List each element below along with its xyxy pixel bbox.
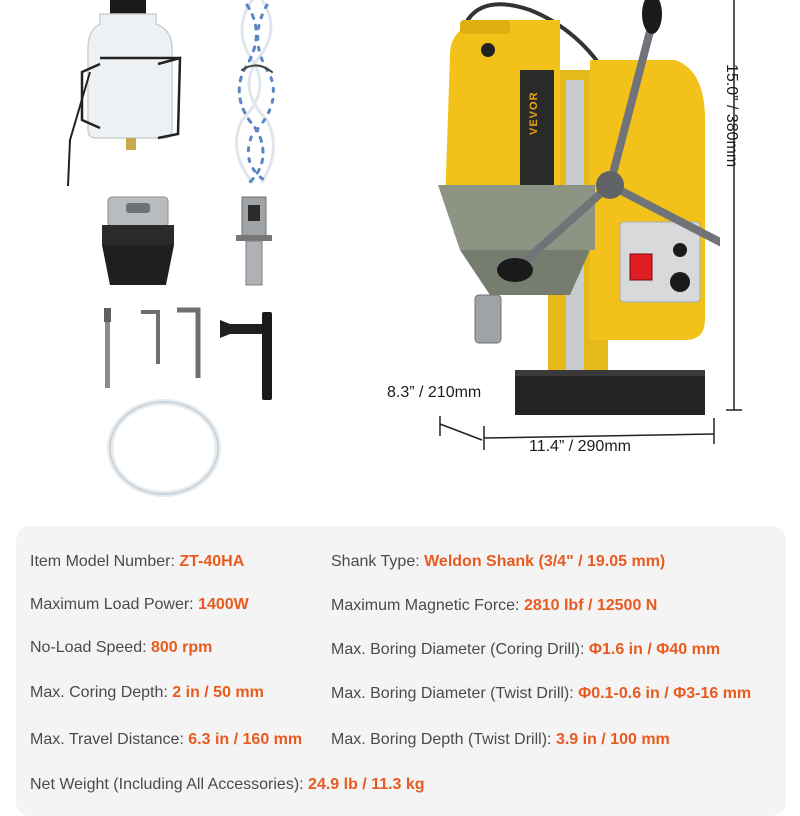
spec-coring-depth: Max. Coring Depth: 2 in / 50 mm: [30, 684, 264, 701]
spec-magnetic-force: Maximum Magnetic Force: 2810 lbf / 12500 N: [331, 597, 658, 614]
depth-dimension-label: 8.3” / 210mm: [387, 384, 482, 401]
spec-power: Maximum Load Power: 1400W: [30, 596, 249, 613]
spec-model: Item Model Number: ZT-40HA: [30, 553, 245, 570]
chuck-key-icon: [218, 310, 278, 402]
spec-net-weight: Net Weight (Including All Accessories): 24.9 lb / 11.3 kg: [30, 776, 425, 793]
spec-boring-depth-twist: Max. Boring Depth (Twist Drill): 3.9 in / 100 mm: [331, 731, 670, 748]
weldon-adapter-icon: [236, 195, 272, 290]
drill-chuck-icon: [98, 195, 178, 290]
height-dimension-label: 15.0” / 380mm: [723, 64, 740, 168]
spec-boring-diameter-coring: Max. Boring Diameter (Coring Drill): Φ1.6 in / Φ40 mm: [331, 641, 721, 658]
width-dimension-label: 11.4” / 290mm: [529, 438, 631, 455]
pin-icon: [100, 308, 116, 390]
spec-boring-diameter-twist: Max. Boring Diameter (Twist Drill): Φ0.1-0.6 in / Φ3-16 mm: [331, 685, 752, 702]
height-dimension-line: [720, 0, 750, 420]
coolant-bottle-icon: [60, 0, 190, 190]
hex-key-large-icon: [174, 306, 208, 380]
spec-shank-type: Shank Type: Weldon Shank (3/4" / 19.05 mm): [331, 553, 666, 570]
spec-speed: No-Load Speed: 800 rpm: [30, 639, 213, 656]
spec-travel-distance: Max. Travel Distance: 6.3 in / 160 mm: [30, 731, 303, 748]
magnetic-drill-image: [420, 0, 720, 420]
safety-rope-icon: [222, 0, 292, 185]
hex-key-small-icon: [138, 308, 168, 366]
brand-logo: VEVOR: [528, 91, 540, 135]
coolant-tube-icon: [100, 392, 230, 504]
